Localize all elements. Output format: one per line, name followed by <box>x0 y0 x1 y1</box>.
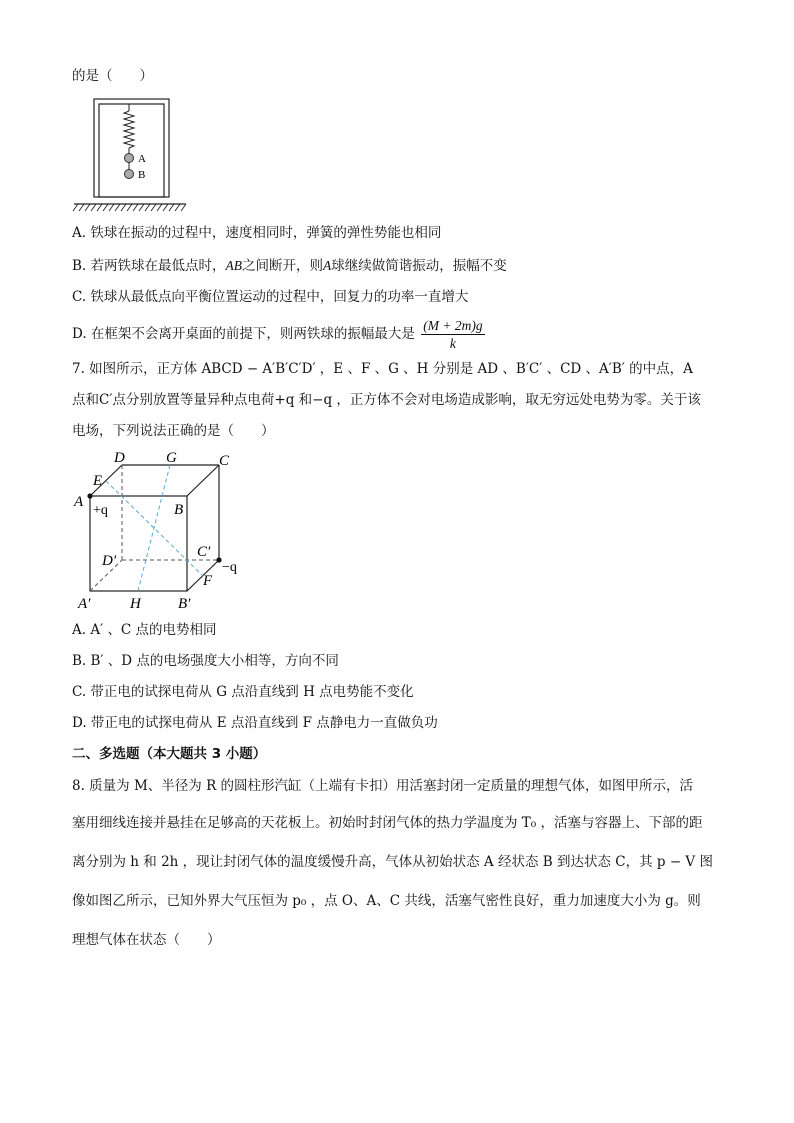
q7-stem-line-3: 电场，下列说法正确的是（ ） <box>72 423 275 439</box>
vertex-a-label: A <box>74 494 84 510</box>
point-f-label: F <box>203 573 213 589</box>
q6-option-c: C. 铁球从最低点向平衡位置运动的过程中，回复力的功率一直增大 <box>72 289 469 305</box>
spring-frame-figure <box>72 94 187 214</box>
charge-plus-label: +q <box>93 503 108 518</box>
q8-stem-line-5: 理想气体在状态（ ） <box>72 932 221 948</box>
ball-a-label: A <box>138 153 146 165</box>
amplitude-fraction: $\frac{(M + 2m)g}{k}$ <box>423 318 483 351</box>
vertex-c-label: C <box>219 453 230 469</box>
q8-stem-line-1: 8. 质量为 M、半径为 R 的圆柱形汽缸（上端有卡扣）用活塞封闭一定质量的理想气体，如图甲所示，活 <box>72 778 694 794</box>
q6-option-d: D. 在框架不会离开桌面的前提下，则两铁球的振幅最大是 $\frac{(M + 2m)g}{k}$ <box>72 318 483 351</box>
q7-stem-line-2: 点和C′点分别放置等量异种点电荷+q 和−q ，正方体不会对电场造成影响，取无穷远处电势为零。关于该 <box>72 392 701 408</box>
q7-option-b: B. B′ 、D 点的电场强度大小相等，方向不同 <box>72 653 339 669</box>
ball-b-label: B <box>138 169 146 181</box>
q6-option-a: A. 铁球在振动的过程中，速度相同时，弹簧的弹性势能也相同 <box>72 225 442 241</box>
cube-figure <box>72 446 252 616</box>
q6-stem-tail: 的是（ ） <box>72 68 153 84</box>
point-h-label: H <box>130 596 141 612</box>
point-e-label: E <box>93 473 103 489</box>
vertex-aprime-label: A′ <box>78 596 91 612</box>
q8-stem-line-2: 塞用细线连接并悬挂在足够高的天花板上。初始时封闭气体的热力学温度为 T₀ ，活塞与容器上、下部的距 <box>72 815 703 831</box>
q7-option-d: D. 带正电的试探电荷从 E 点沿直线到 F 点静电力一直做负功 <box>72 715 438 731</box>
q8-stem-line-4: 像如图乙所示，已知外界大气压恒为 p₀ ，点 O、A、C 共线，活塞气密性良好，重力加速度大小为 g。则 <box>72 893 701 909</box>
q6-option-b: B. 若两铁球在最低点时，AB之间断开，则A球继续做简谐振动，振幅不变 <box>72 258 507 274</box>
q7-stem-line-1: 7. 如图所示，正方体 ABCD − A′B′C′D′ ，E 、F 、G 、H 分别是 AD 、B′C′ 、CD 、A′B′ 的中点，A <box>72 361 693 377</box>
vertex-dprime-label: D′ <box>102 553 117 569</box>
section-2-heading: 二、多选题（本大题共 3 小题） <box>72 746 267 762</box>
q7-option-a: A. A′ 、C 点的电势相同 <box>72 622 217 638</box>
vertex-cprime-label: C′ <box>197 544 211 560</box>
q7-option-c: C. 带正电的试探电荷从 G 点沿直线到 H 点电势能不变化 <box>72 684 414 700</box>
vertex-d-label: D <box>114 450 125 466</box>
q8-stem-line-3: 离分别为 h 和 2h ，现让封闭气体的温度缓慢升高，气体从初始状态 A 经状态 B 到达状态 C，其 p − V 图 <box>72 854 713 870</box>
vertex-b-label: B <box>174 502 184 518</box>
vertex-bprime-label: B′ <box>178 596 191 612</box>
charge-minus-label: −q <box>222 560 237 575</box>
point-g-label: G <box>166 450 177 466</box>
